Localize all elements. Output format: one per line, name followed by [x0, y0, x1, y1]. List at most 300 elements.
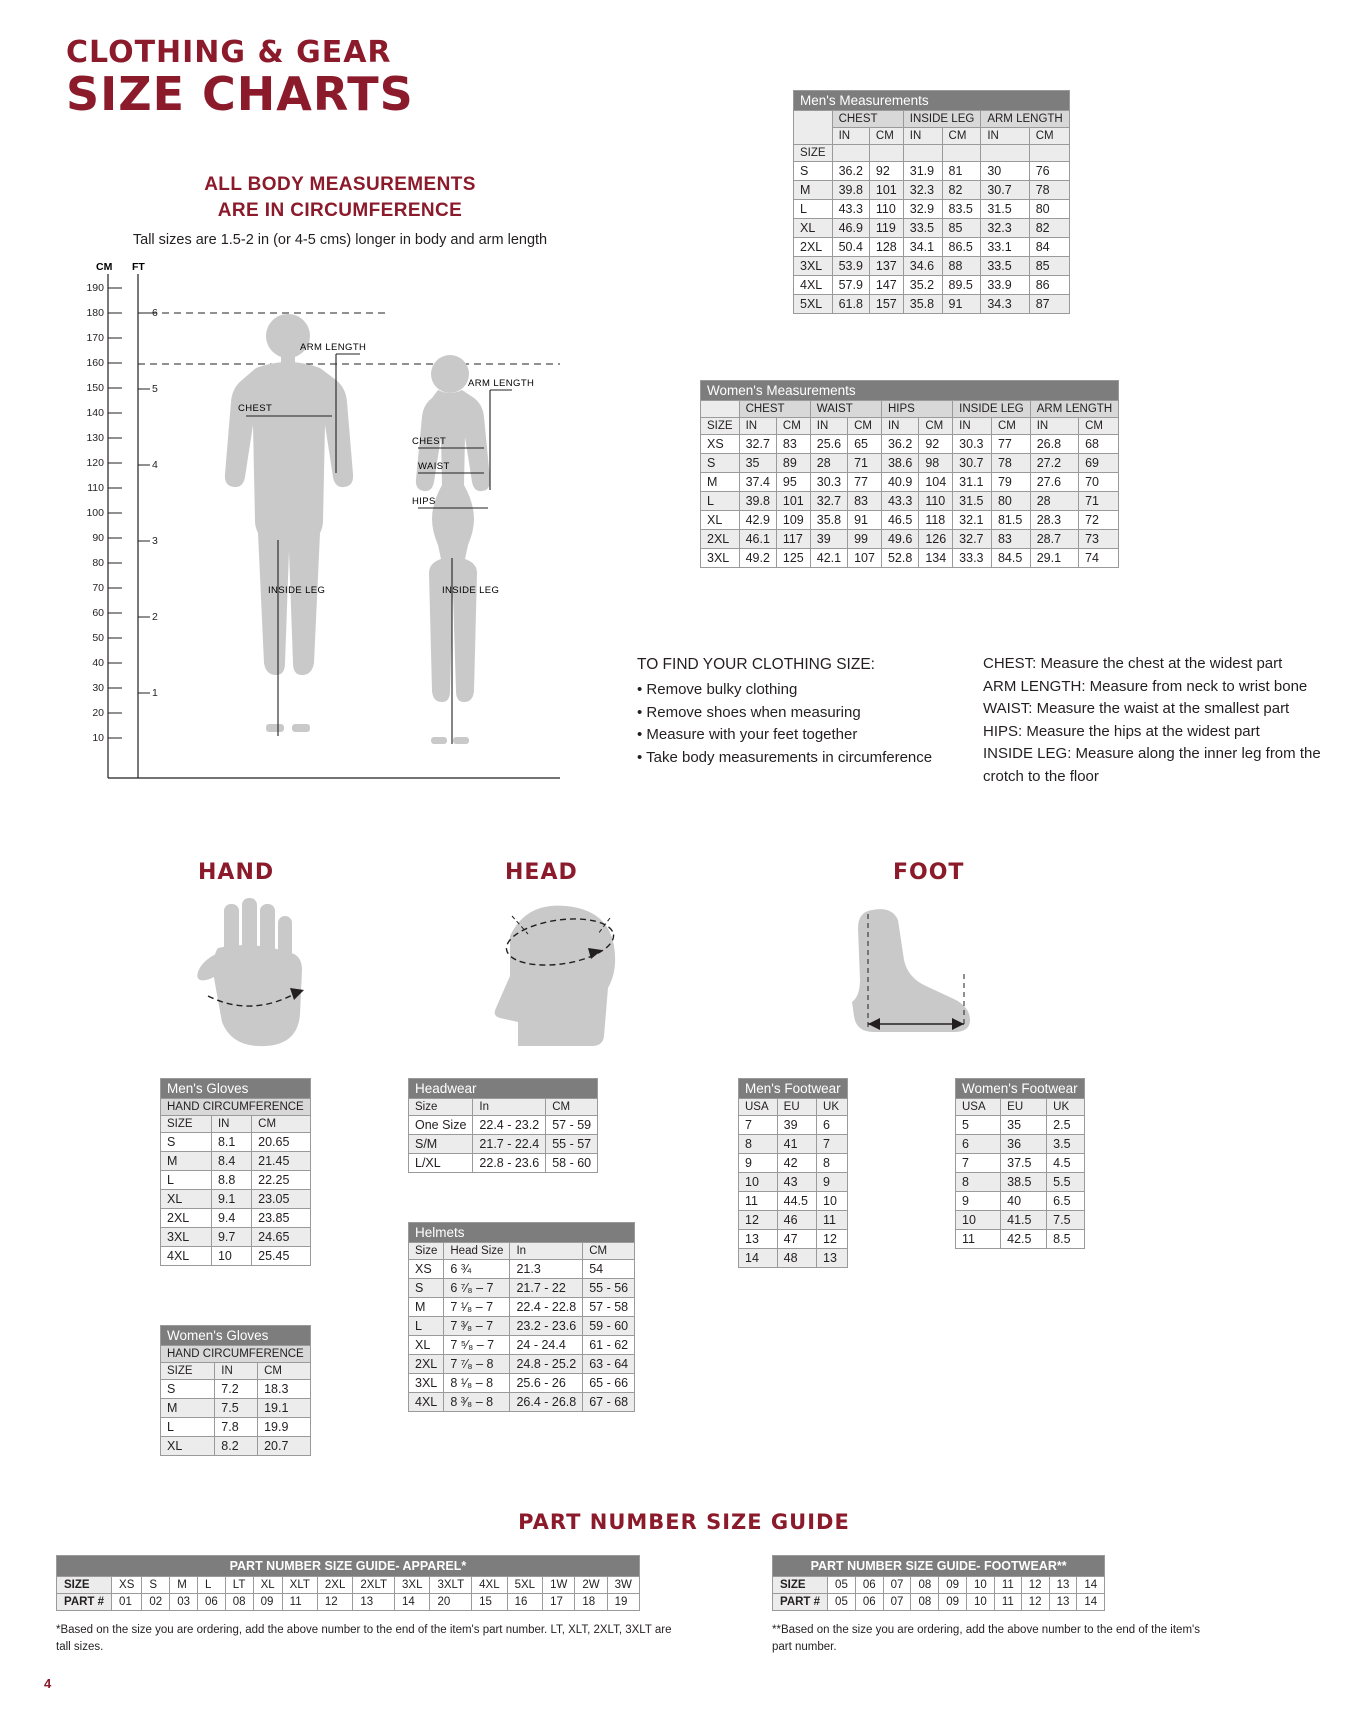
table-row: [739, 1173, 848, 1192]
table-cell: 28: [810, 454, 847, 473]
row-label: 9: [956, 1192, 1001, 1211]
table-row: [701, 454, 1119, 473]
table-cell: 41: [777, 1135, 816, 1154]
group-hand-circumference: HAND CIRCUMFERENCE: [161, 1099, 311, 1116]
svg-text:110: 110: [87, 482, 104, 494]
table-cell: 43.3: [881, 492, 918, 511]
subtitle-line-2: ARE IN CIRCUMFERENCE: [217, 199, 463, 221]
svg-text:90: 90: [92, 532, 104, 544]
table-womens-gloves: [160, 1325, 311, 1456]
table-row: [956, 1211, 1085, 1230]
table-cell: S: [142, 1577, 170, 1594]
col-cm: CM: [258, 1363, 311, 1380]
womens-measurements-table: [700, 380, 1119, 568]
table-cell: 8.5: [1047, 1230, 1084, 1249]
table-body: [773, 1577, 1105, 1611]
table-cell: 15: [472, 1594, 507, 1611]
row-label: 10: [739, 1173, 778, 1192]
table-cell: 09: [939, 1577, 967, 1594]
table-cell: 06: [855, 1594, 883, 1611]
row-label: PART #: [57, 1594, 112, 1611]
size-label: SIZE: [794, 145, 833, 162]
table-cell: 73: [1079, 530, 1119, 549]
group-chest: CHEST: [832, 111, 903, 128]
svg-text:ARM LENGTH: ARM LENGTH: [468, 378, 535, 389]
table-cell: 7 ³⁄₈ – 7: [444, 1317, 510, 1336]
table-row: [57, 1577, 640, 1594]
table-cell: 8 ¹⁄₈ – 8: [444, 1374, 510, 1393]
table-cell: 7 ⁷⁄₈ – 8: [444, 1355, 510, 1374]
unit-2: IN: [810, 418, 847, 435]
group-inside-leg: INSIDE LEG: [903, 111, 981, 128]
row-label: 6: [956, 1135, 1001, 1154]
row-label: 3XL: [161, 1228, 212, 1247]
hand-section-title: HAND: [198, 860, 275, 885]
row-label: 2XL: [409, 1355, 444, 1374]
table-png-apparel: [56, 1555, 640, 1611]
definition-waist: WAIST: Measure the waist at the smallest part: [983, 700, 1290, 717]
table-cell: 53.9: [832, 257, 869, 276]
table-cell: 2W: [575, 1577, 607, 1594]
table-cell: 52.8: [881, 549, 918, 568]
head-illustration: [450, 890, 650, 1060]
table-cell: 20: [430, 1594, 472, 1611]
table-row: [409, 1154, 598, 1173]
col-cm: CM: [546, 1099, 598, 1116]
table-row: [161, 1380, 311, 1399]
unit-in-arm: IN: [981, 128, 1029, 145]
svg-text:10: 10: [92, 732, 104, 744]
table-cell: 5XL: [507, 1577, 542, 1594]
table-cell: 8.1: [211, 1133, 251, 1152]
svg-text:5: 5: [152, 383, 158, 395]
table-cell: 32.3: [903, 181, 942, 200]
svg-text:160: 160: [86, 357, 104, 369]
table-cell: 65: [848, 435, 882, 454]
table-cell: 7 ¹⁄₈ – 7: [444, 1298, 510, 1317]
svg-text:30: 30: [92, 682, 104, 694]
table-row: [161, 1133, 311, 1152]
table-cell: 34.3: [981, 295, 1029, 314]
table-cell: 49.2: [739, 549, 776, 568]
table-cell: 01: [112, 1594, 142, 1611]
row-label: XL: [161, 1190, 212, 1209]
table-cell: M: [170, 1577, 198, 1594]
table-cell: 03: [170, 1594, 198, 1611]
table-cell: 08: [225, 1594, 253, 1611]
col-usa: USA: [739, 1099, 778, 1116]
hand-illustration: [150, 890, 350, 1060]
table-cell: 47: [777, 1230, 816, 1249]
table-cell: 08: [911, 1577, 939, 1594]
table-cell: 09: [253, 1594, 282, 1611]
row-label: S: [701, 454, 740, 473]
subtitle-line-1: ALL BODY MEASUREMENTS: [204, 174, 476, 195]
table-title: Men's Gloves: [161, 1079, 311, 1099]
row-label: L/XL: [409, 1154, 473, 1173]
table-cell: 99: [848, 530, 882, 549]
table-cell: 125: [776, 549, 810, 568]
table-body: [409, 1260, 635, 1412]
table-cell: 20.7: [258, 1437, 311, 1456]
row-label: L: [794, 200, 833, 219]
svg-text:1: 1: [152, 687, 158, 699]
table-cell: 6: [817, 1116, 848, 1135]
table-cell: 8.4: [211, 1152, 251, 1171]
table-cell: 09: [939, 1594, 967, 1611]
svg-text:180: 180: [86, 307, 104, 319]
table-row: [161, 1209, 311, 1228]
table-cell: 07: [883, 1577, 911, 1594]
row-label: 14: [739, 1249, 778, 1268]
part-number-footwear-table: [772, 1555, 1105, 1611]
table-body: [409, 1116, 598, 1173]
table-cell: 8.2: [215, 1437, 258, 1456]
table-cell: 91: [942, 295, 981, 314]
row-label: 10: [956, 1211, 1001, 1230]
table-cell: 48: [777, 1249, 816, 1268]
table-cell: 10: [211, 1247, 251, 1266]
table-row: [956, 1192, 1085, 1211]
measurement-definitions: [983, 653, 1323, 788]
table-cell: 31.5: [953, 492, 992, 511]
table-row: [701, 530, 1119, 549]
table-cell: 07: [883, 1594, 911, 1611]
row-label: XL: [161, 1437, 215, 1456]
table-row: [739, 1230, 848, 1249]
row-label: 7: [956, 1154, 1001, 1173]
table-cell: 79: [991, 473, 1030, 492]
table-cell: 85: [1029, 257, 1069, 276]
table-cell: 2XLT: [353, 1577, 395, 1594]
table-row: [161, 1228, 311, 1247]
table-row: [161, 1418, 311, 1437]
table-cell: 13: [817, 1249, 848, 1268]
table-cell: 31.9: [903, 162, 942, 181]
svg-text:ARM LENGTH: ARM LENGTH: [300, 342, 367, 353]
table-cell: 147: [869, 276, 903, 295]
table-cell: 77: [848, 473, 882, 492]
table-cell: 8.8: [211, 1171, 251, 1190]
row-label: S/M: [409, 1135, 473, 1154]
table-cell: 98: [919, 454, 953, 473]
table-cell: 18.3: [258, 1380, 311, 1399]
table-row: [794, 295, 1070, 314]
table-cell: 3XLT: [430, 1577, 472, 1594]
unit-5: CM: [919, 418, 953, 435]
table-cell: 83: [991, 530, 1030, 549]
table-cell: 14: [1077, 1577, 1105, 1594]
row-label: M: [794, 181, 833, 200]
table-mens-measurements: [793, 90, 1070, 314]
table-cell: 31.1: [953, 473, 992, 492]
table-cell: 12: [1021, 1594, 1049, 1611]
table-cell: 50.4: [832, 238, 869, 257]
table-cell: 95: [776, 473, 810, 492]
table-row: [409, 1355, 635, 1374]
table-cell: 7.5: [215, 1399, 258, 1418]
table-cell: 46.9: [832, 219, 869, 238]
unit-9: CM: [1079, 418, 1119, 435]
table-row: [956, 1230, 1085, 1249]
unit-0: IN: [739, 418, 776, 435]
table-cell: 71: [848, 454, 882, 473]
table-cell: 44.5: [777, 1192, 816, 1211]
row-label: SIZE: [57, 1577, 112, 1594]
table-cell: 6 ⁷⁄₈ – 7: [444, 1279, 510, 1298]
group-hand-circumference: HAND CIRCUMFERENCE: [161, 1346, 311, 1363]
row-label: XL: [701, 511, 740, 530]
table-cell: 42: [777, 1154, 816, 1173]
table-cell: 32.9: [903, 200, 942, 219]
mens-footwear-table: [738, 1078, 848, 1268]
table-cell: 63 - 64: [583, 1355, 635, 1374]
table-cell: 58 - 60: [546, 1154, 598, 1173]
table-cell: 16: [507, 1594, 542, 1611]
row-label: 8: [739, 1135, 778, 1154]
table-row: [409, 1260, 635, 1279]
table-row: [773, 1577, 1105, 1594]
row-label: 3XL: [701, 549, 740, 568]
table-cell: 19.9: [258, 1418, 311, 1437]
table-cell: 4.5: [1047, 1154, 1084, 1173]
table-cell: 81.5: [991, 511, 1030, 530]
table-row: [409, 1298, 635, 1317]
table-cell: 54: [583, 1260, 635, 1279]
table-cell: 33.9: [981, 276, 1029, 295]
table-cell: 110: [869, 200, 903, 219]
table-cell: 06: [855, 1577, 883, 1594]
table-cell: 70: [1079, 473, 1119, 492]
page-title: [66, 35, 414, 121]
table-cell: 10: [967, 1594, 995, 1611]
table-cell: 61 - 62: [583, 1336, 635, 1355]
table-cell: 24.8 - 25.2: [510, 1355, 583, 1374]
table-cell: 43: [777, 1173, 816, 1192]
table-cell: 12: [317, 1594, 352, 1611]
table-cell: 84: [1029, 238, 1069, 257]
table-cell: 76: [1029, 162, 1069, 181]
table-cell: 109: [776, 511, 810, 530]
col-uk: UK: [1047, 1099, 1084, 1116]
table-cell: 32.7: [953, 530, 992, 549]
table-row: [739, 1249, 848, 1268]
table-mens-gloves: [160, 1078, 311, 1266]
col-cm: CM: [583, 1243, 635, 1260]
row-label: 13: [739, 1230, 778, 1249]
table-cell: 9.7: [211, 1228, 251, 1247]
table-cell: 46.5: [881, 511, 918, 530]
table-cell: 8 ³⁄₈ – 8: [444, 1393, 510, 1412]
foot-section-title: FOOT: [893, 860, 965, 885]
table-cell: 34.6: [903, 257, 942, 276]
table-body: [956, 1116, 1085, 1249]
table-cell: 21.3: [510, 1260, 583, 1279]
find-size-heading: TO FIND YOUR CLOTHING SIZE:: [637, 656, 875, 673]
table-row: [794, 238, 1070, 257]
table-cell: 83: [848, 492, 882, 511]
svg-text:130: 130: [86, 432, 104, 444]
table-cell: 43.3: [832, 200, 869, 219]
table-title: Helmets: [409, 1223, 635, 1243]
table-cell: 23.2 - 23.6: [510, 1317, 583, 1336]
table-cell: 17: [543, 1594, 575, 1611]
table-cell: 3XL: [395, 1577, 430, 1594]
col-usa: USA: [956, 1099, 1001, 1116]
table-cell: 85: [942, 219, 981, 238]
table-cell: 22.8 - 23.6: [473, 1154, 546, 1173]
row-label: 2XL: [161, 1209, 212, 1228]
row-label: M: [161, 1399, 215, 1418]
mens-measurements-table: [793, 90, 1070, 314]
table-cell: 9: [817, 1173, 848, 1192]
table-cell: 35.2: [903, 276, 942, 295]
table-cell: 41.5: [1001, 1211, 1047, 1230]
svg-text:INSIDE LEG: INSIDE LEG: [442, 585, 500, 596]
table-cell: 22.4 - 22.8: [510, 1298, 583, 1317]
table-cell: 30.7: [981, 181, 1029, 200]
row-label: 8: [956, 1173, 1001, 1192]
table-cell: 78: [1029, 181, 1069, 200]
row-label: XS: [409, 1260, 444, 1279]
table-row: [956, 1173, 1085, 1192]
table-cell: 68: [1079, 435, 1119, 454]
table-cell: XS: [112, 1577, 142, 1594]
col-eu: EU: [777, 1099, 816, 1116]
table-cell: 65 - 66: [583, 1374, 635, 1393]
table-cell: 59 - 60: [583, 1317, 635, 1336]
table-cell: 46: [777, 1211, 816, 1230]
table-cell: 36.2: [832, 162, 869, 181]
svg-text:6: 6: [152, 307, 158, 319]
table-cell: 12: [817, 1230, 848, 1249]
col-in: IN: [215, 1363, 258, 1380]
table-row: [409, 1374, 635, 1393]
row-label: S: [161, 1133, 212, 1152]
table-cell: 11: [817, 1211, 848, 1230]
table-cell: 3W: [607, 1577, 639, 1594]
unit-3: CM: [848, 418, 882, 435]
table-row: [701, 511, 1119, 530]
table-title: PART NUMBER SIZE GUIDE- APPAREL*: [57, 1556, 640, 1577]
table-cell: 23.85: [252, 1209, 311, 1228]
definition-hips: HIPS: Measure the hips at the widest part: [983, 722, 1260, 740]
table-cell: 78: [991, 454, 1030, 473]
svg-text:100: 100: [86, 507, 104, 519]
unit-in-chest: IN: [832, 128, 869, 145]
group-inside-leg: INSIDE LEG: [953, 401, 1031, 418]
table-cell: 92: [919, 435, 953, 454]
table-cell: 42.1: [810, 549, 847, 568]
group-hips: HIPS: [881, 401, 952, 418]
svg-text:3: 3: [152, 535, 158, 547]
table-cell: 126: [919, 530, 953, 549]
table-png-footwear: [772, 1555, 1105, 1611]
table-cell: 80: [991, 492, 1030, 511]
table-cell: 02: [142, 1594, 170, 1611]
table-womens-footwear: [955, 1078, 1085, 1249]
table-row: [701, 473, 1119, 492]
row-label: 9: [739, 1154, 778, 1173]
row-label: 5XL: [794, 295, 833, 314]
table-helmets: [408, 1222, 635, 1412]
table-cell: 25.6: [810, 435, 847, 454]
table-cell: 57 - 59: [546, 1116, 598, 1135]
svg-text:70: 70: [92, 582, 104, 594]
table-cell: 8: [817, 1154, 848, 1173]
row-label: XL: [409, 1336, 444, 1355]
unit-1: CM: [776, 418, 810, 435]
table-cell: 10: [817, 1192, 848, 1211]
table-cell: 7.8: [215, 1418, 258, 1437]
row-label: 4XL: [409, 1393, 444, 1412]
table-cell: 89: [776, 454, 810, 473]
table-cell: 81: [942, 162, 981, 181]
table-cell: 1W: [543, 1577, 575, 1594]
table-cell: 35.8: [810, 511, 847, 530]
table-row: [956, 1135, 1085, 1154]
table-cell: 31.5: [981, 200, 1029, 219]
table-cell: 28.7: [1030, 530, 1078, 549]
table-cell: 57 - 58: [583, 1298, 635, 1317]
womens-footwear-table: [955, 1078, 1085, 1249]
svg-text:40: 40: [92, 657, 104, 669]
part-number-footwear-note: **Based on the size you are ordering, add the above number to the end of the item's part number.: [772, 1624, 1200, 1653]
svg-text:HIPS: HIPS: [412, 496, 436, 507]
row-label: S: [409, 1279, 444, 1298]
col-head-size: Head Size: [444, 1243, 510, 1260]
table-cell: 32.7: [810, 492, 847, 511]
row-label: 12: [739, 1211, 778, 1230]
table-cell: 11: [994, 1594, 1021, 1611]
table-mens-footwear: [738, 1078, 848, 1268]
table-row: [794, 219, 1070, 238]
find-clothing-size-block: [637, 653, 977, 769]
row-label: M: [701, 473, 740, 492]
table-cell: 5.5: [1047, 1173, 1084, 1192]
row-label: M: [161, 1152, 212, 1171]
table-cell: 26.8: [1030, 435, 1078, 454]
table-cell: 69: [1079, 454, 1119, 473]
table-cell: 83.5: [942, 200, 981, 219]
table-title: Women's Gloves: [161, 1326, 311, 1346]
col-uk: UK: [817, 1099, 848, 1116]
table-cell: 46.1: [739, 530, 776, 549]
row-label: 3XL: [794, 257, 833, 276]
table-cell: 21.45: [252, 1152, 311, 1171]
table-cell: 37.5: [1001, 1154, 1047, 1173]
svg-text:FT: FT: [132, 261, 145, 273]
unit-8: IN: [1030, 418, 1078, 435]
table-title: Women's Footwear: [956, 1079, 1085, 1099]
definition-arm-length: ARM LENGTH: Measure from neck to wrist bone: [983, 677, 1308, 695]
definition-inside-leg: INSIDE LEG: Measure along the inner leg from the crotch to the floor: [983, 745, 1321, 785]
table-cell: 80: [1029, 200, 1069, 219]
womens-gloves-table: [160, 1325, 311, 1456]
table-cell: 34.1: [903, 238, 942, 257]
table-cell: 82: [1029, 219, 1069, 238]
table-row: [57, 1594, 640, 1611]
table-cell: 35: [739, 454, 776, 473]
table-row: [161, 1190, 311, 1209]
svg-text:60: 60: [92, 607, 104, 619]
table-cell: 25.45: [252, 1247, 311, 1266]
table-cell: 49.6: [881, 530, 918, 549]
definition-chest: CHEST: Measure the chest at the widest part: [983, 655, 1283, 672]
col-in: In: [473, 1099, 546, 1116]
head-section-title: HEAD: [505, 860, 578, 885]
part-number-section-title: PART NUMBER SIZE GUIDE: [518, 1510, 850, 1534]
